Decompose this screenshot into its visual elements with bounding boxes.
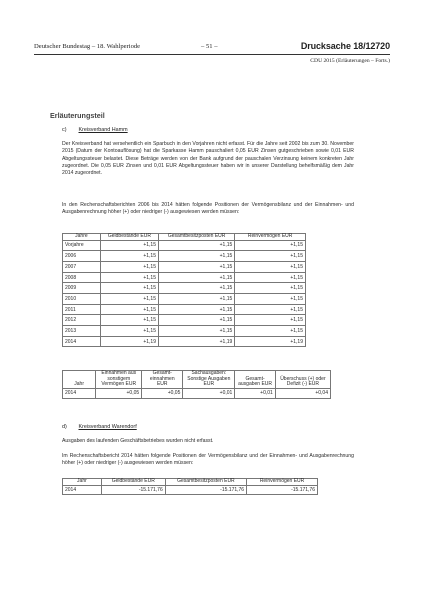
table-kreisverband-warendorf-balance bbox=[62, 478, 318, 495]
item-d-name: Kreisverband Warendorf bbox=[78, 424, 137, 430]
table-row bbox=[63, 388, 331, 398]
value-cell: +0,01 bbox=[235, 388, 276, 398]
value-cell: +1,15 bbox=[158, 272, 234, 283]
page-number: – 51 – bbox=[201, 43, 218, 50]
value-cell: +0,05 bbox=[96, 388, 142, 398]
paragraph-1: Der Kreisverband hat versehentlich ein Sparbuch in den Vorjahren nicht erfasst. Für die Jahre seit 2002 bis zum 30. November 2015 (Datum der Kontoauflösung) hat die Sparkasse Hamm pauschaliert 0,05 EUR Zinsen gutgeschrieben sowie 0,01 EUR Abgeltungssteuer belastet. Diese Beträge werden von der Bank aufgrund der pauschalen Verzinsung keinem konkreten Jahr zugeordnet. Die 0,05 EUR Zinsen und 0,01 EUR Abgeltungssteuer haben wir in unserer Darstellung behelfsmäßig dem Jahr 2014 zugeordnet. bbox=[62, 141, 354, 177]
table-kreisverband-hamm-balance bbox=[62, 233, 306, 347]
column-header: Gesamtbesitzposten EUR bbox=[165, 479, 246, 486]
value-cell: +1,15 bbox=[100, 272, 158, 283]
value-cell: +1,15 bbox=[158, 251, 234, 262]
column-header: Jahre bbox=[63, 234, 101, 241]
row-label-cell: 2013 bbox=[63, 326, 101, 337]
value-cell: +1,15 bbox=[158, 326, 234, 337]
item-c-heading bbox=[62, 127, 128, 133]
value-cell: +1,15 bbox=[100, 294, 158, 305]
value-cell: +1,15 bbox=[158, 261, 234, 272]
page-header bbox=[34, 42, 390, 54]
table-row bbox=[63, 315, 306, 326]
value-cell: +1,15 bbox=[100, 251, 158, 262]
row-label-cell: 2010 bbox=[63, 294, 101, 305]
table-row bbox=[63, 336, 306, 347]
value-cell: +1,15 bbox=[100, 304, 158, 315]
item-c-name: Kreisverband Hamm bbox=[78, 127, 128, 133]
column-header: Geldbestände EUR bbox=[100, 234, 158, 241]
value-cell: +1,15 bbox=[235, 304, 306, 315]
column-header: Jahr bbox=[63, 479, 102, 486]
value-cell: +1,15 bbox=[100, 315, 158, 326]
paragraph-2: In den Rechenschaftsberichten 2006 bis 2014 hätten folgende Positionen der Vermögensbilanz und der Einnahmen- und Ausgabenrechnung höher (+) oder niedriger (-) ausgewiesen werden müssen: bbox=[62, 202, 354, 216]
column-header: Jahr bbox=[63, 371, 96, 389]
value-cell: +1,15 bbox=[158, 283, 234, 294]
table-row bbox=[63, 485, 318, 494]
item-c-letter: c) bbox=[62, 127, 67, 133]
item-d-heading bbox=[62, 424, 137, 430]
value-cell: +1,15 bbox=[158, 315, 234, 326]
document-number: Drucksache 18/12720 bbox=[300, 41, 390, 51]
value-cell: +1,15 bbox=[235, 326, 306, 337]
section-subheader: CDU 2015 (Erläuterungen – Forts.) bbox=[310, 58, 390, 64]
value-cell: +1,15 bbox=[158, 294, 234, 305]
value-cell: +1,15 bbox=[235, 272, 306, 283]
value-cell: +1,15 bbox=[235, 251, 306, 262]
row-label-cell: 2012 bbox=[63, 315, 101, 326]
header-rule bbox=[34, 54, 390, 55]
row-label-cell: 2014 bbox=[63, 336, 101, 347]
column-header: Überschuss (+) oder Defizit (-) EUR bbox=[275, 371, 330, 389]
row-label-cell: 2014 bbox=[63, 485, 102, 494]
item-d-letter: d) bbox=[62, 424, 67, 430]
value-cell: +0,05 bbox=[142, 388, 183, 398]
row-label-cell: 2009 bbox=[63, 283, 101, 294]
row-label-cell: 2008 bbox=[63, 272, 101, 283]
value-cell: +1,15 bbox=[158, 304, 234, 315]
value-cell: +1,15 bbox=[100, 261, 158, 272]
value-cell: -15.171,76 bbox=[101, 485, 165, 494]
paragraph-4: Im Rechenschaftsbericht 2014 hätten folgende Positionen der Vermögensbilanz und der Einnahmen- und Ausgabenrechnung höher (+) oder niedriger (-) ausgewiesen werden müssen: bbox=[62, 453, 354, 467]
column-header: Einnahmen aus sonstigem Vermögen EUR bbox=[96, 371, 142, 389]
table-row bbox=[63, 272, 306, 283]
value-cell: +1,15 bbox=[235, 240, 306, 251]
table-row bbox=[63, 261, 306, 272]
table-row bbox=[63, 294, 306, 305]
value-cell: +1,15 bbox=[100, 240, 158, 251]
value-cell: -15.171,76 bbox=[165, 485, 246, 494]
column-header: Sachausgaben: Sonstige Ausgaben EUR bbox=[183, 371, 235, 389]
row-label-cell: 2014 bbox=[63, 388, 96, 398]
value-cell: +0,01 bbox=[183, 388, 235, 398]
table-row bbox=[63, 251, 306, 262]
value-cell: +1,19 bbox=[158, 336, 234, 347]
value-cell: +1,15 bbox=[235, 315, 306, 326]
header-left: Deutscher Bundestag – 18. Wahlperiode bbox=[34, 43, 141, 50]
table-row bbox=[63, 240, 306, 251]
table-header-row bbox=[63, 234, 306, 241]
value-cell: -15.171,76 bbox=[247, 485, 318, 494]
value-cell: +1,15 bbox=[158, 240, 234, 251]
row-label-cell: 2006 bbox=[63, 251, 101, 262]
paragraph-3: Ausgaben des laufenden Geschäftsbetriebes wurden nicht erfasst. bbox=[62, 438, 214, 444]
row-label-cell: 2007 bbox=[63, 261, 101, 272]
value-cell: +1,19 bbox=[100, 336, 158, 347]
row-label-cell: Vorjahre bbox=[63, 240, 101, 251]
table-header-row bbox=[63, 479, 318, 486]
column-header: Gesamt-einnahmen EUR bbox=[142, 371, 183, 389]
table-row bbox=[63, 283, 306, 294]
row-label-cell: 2011 bbox=[63, 304, 101, 315]
column-header: Gesamtbesitzposten EUR bbox=[158, 234, 234, 241]
table-row bbox=[63, 326, 306, 337]
column-header: Geldbestände EUR bbox=[101, 479, 165, 486]
column-header: Reinvermögen EUR bbox=[235, 234, 306, 241]
section-title: Erläuterungsteil bbox=[50, 111, 105, 120]
value-cell: +1,15 bbox=[235, 261, 306, 272]
value-cell: +1,15 bbox=[235, 283, 306, 294]
value-cell: +1,15 bbox=[100, 326, 158, 337]
value-cell: +1,15 bbox=[235, 294, 306, 305]
table-kreisverband-hamm-income bbox=[62, 370, 331, 399]
column-header: Gesamt-ausgaben EUR bbox=[235, 371, 276, 389]
value-cell: +1,15 bbox=[100, 283, 158, 294]
table-row bbox=[63, 304, 306, 315]
column-header: Reinvermögen EUR bbox=[247, 479, 318, 486]
value-cell: +0,04 bbox=[275, 388, 330, 398]
value-cell: +1,19 bbox=[235, 336, 306, 347]
table-header-row bbox=[63, 371, 331, 389]
